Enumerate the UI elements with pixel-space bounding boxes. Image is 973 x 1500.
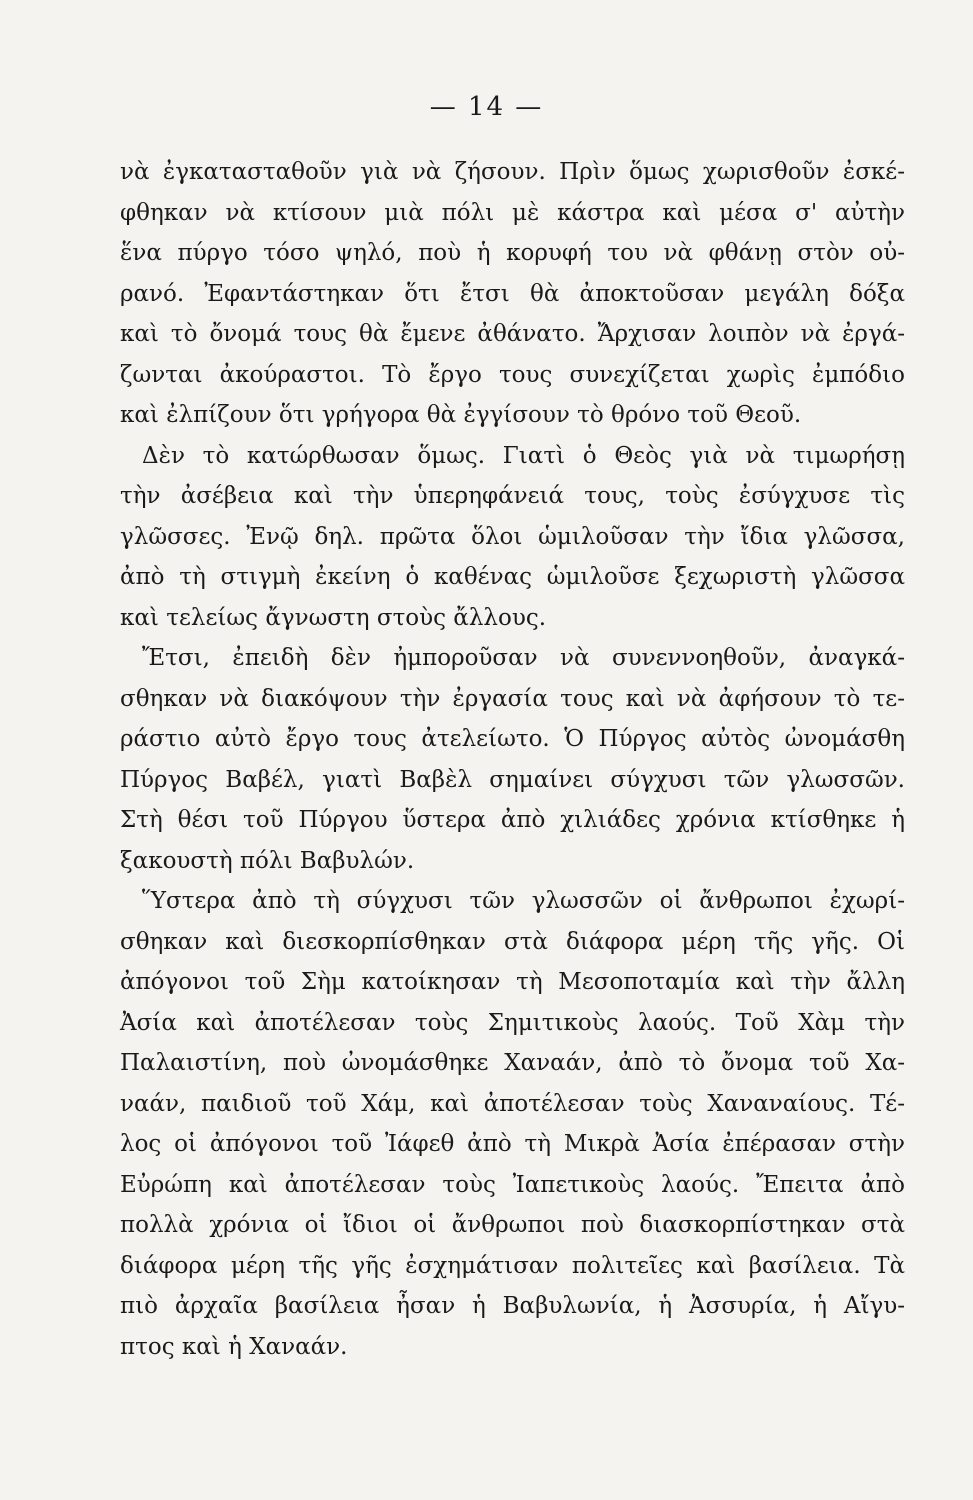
text-line: Ὕστερα ἀπὸ τὴ σύγχυσι τῶν γλωσσῶν οἱ ἄνθρωποι ἐχωρί- xyxy=(142,888,905,914)
text-line: καὶ τὸ ὄνομά τους θὰ ἔμενε ἀθάνατο. Ἄρχισαν λοιπὸν νὰ ἐργά- xyxy=(120,321,905,347)
text-line: γλῶσσες. Ἐνῷ δηλ. πρῶτα ὅλοι ὡμιλοῦσαν τὴν ἴδια γλῶσσα, xyxy=(120,523,905,550)
text-line: τὴν ἀσέβεια καὶ τὴν ὑπερηφάνειά τους, τοὺς ἐσύγχυσε τὶς xyxy=(120,483,905,509)
text-line: διάφορα μέρη τῆς γῆς ἐσχημάτισαν πολιτεῖες καὶ βασίλεια. Τὰ xyxy=(120,1252,905,1279)
body-text xyxy=(120,152,905,1367)
text-line: Ἔτσι, ἐπειδὴ δὲν ἠμποροῦσαν νὰ συνεννοηθοῦν, ἀναγκά- xyxy=(142,645,905,671)
text-line: καὶ ἐλπίζουν ὅτι γρήγορα θὰ ἐγγίσουν τὸ θρόνο τοῦ Θεοῦ. xyxy=(120,402,802,428)
text-line: ναάν, παιδιοῦ τοῦ Χάμ, καὶ ἀποτέλεσαν τοὺς Χαναναίους. Τέ- xyxy=(120,1090,905,1117)
text-line: Στὴ θέσι τοῦ Πύργου ὕστερα ἀπὸ χιλιάδες χρόνια κτίσθηκε ἡ xyxy=(120,807,905,833)
text-line: ἀπόγονοι τοῦ Σὴμ κατοίκησαν τὴ Μεσοποταμία καὶ τὴν ἄλλη xyxy=(120,969,905,995)
text-line: ἕνα πύργο τόσο ψηλό, ποὺ ἡ κορυφή του νὰ φθάνῃ στὸν οὐ- xyxy=(120,240,905,266)
text-line: Δὲν τὸ κατώρθωσαν ὅμως. Γιατὶ ὁ Θεὸς γιὰ νὰ τιμωρήσῃ xyxy=(142,442,905,469)
text-line: πιὸ ἀρχαῖα βασίλεια ἦσαν ἡ Βαβυλωνία, ἡ Ἀσσυρία, ἡ Αἴγυ- xyxy=(120,1293,905,1319)
text-line: Ἀσία καὶ ἀποτέλεσαν τοὺς Σημιτικοὺς λαούς. Τοῦ Χὰμ τὴν xyxy=(120,1009,905,1036)
page-number: — 14 — xyxy=(429,92,544,122)
text-line: ἀπὸ τὴ στιγμὴ ἐκείνη ὁ καθένας ὡμιλοῦσε ξεχωριστὴ γλῶσσα xyxy=(120,564,905,590)
text-line: λος οἱ ἀπόγονοι τοῦ Ἰάφεθ ἀπὸ τὴ Μικρὰ Ἀσία ἐπέρασαν στὴν xyxy=(120,1131,905,1157)
text-line: Εὐρώπη καὶ ἀποτέλεσαν τοὺς Ἰαπετικοὺς λαούς. Ἔπειτα ἀπὸ xyxy=(120,1171,905,1198)
text-line: νὰ ἐγκατασταθοῦν γιὰ νὰ ζήσουν. Πρὶν ὅμως χωρισθοῦν ἐσκέ- xyxy=(120,159,905,185)
text-line: πολλὰ χρόνια οἱ ἴδιοι οἱ ἄνθρωποι ποὺ διασκορπίστηκαν στὰ xyxy=(120,1212,905,1238)
text-line: φθηκαν νὰ κτίσουν μιὰ πόλι μὲ κάστρα καὶ μέσα σ' αὐτὴν xyxy=(120,199,905,226)
text-line: ρανό. Ἐφαντάστηκαν ὅτι ἔτσι θὰ ἀποκτοῦσαν μεγάλη δόξα xyxy=(120,280,905,307)
text-line: σθηκαν νὰ διακόψουν τὴν ἐργασία τους καὶ νὰ ἀφήσουν τὸ τε- xyxy=(120,685,905,712)
text-line: σθηκαν καὶ διεσκορπίσθηκαν στὰ διάφορα μέρη τῆς γῆς. Οἱ xyxy=(120,928,905,955)
text-line: ζωνται ἀκούραστοι. Τὸ ἔργο τους συνεχίζεται χωρὶς ἐμπόδιο xyxy=(120,361,905,388)
text-line: πτος καὶ ἡ Χαναάν. xyxy=(120,1333,348,1360)
text-line: Πύργος Βαβέλ, γιατὶ Βαβὲλ σημαίνει σύγχυσι τῶν γλωσσῶν. xyxy=(120,766,905,793)
text-line: ράστιο αὐτὸ ἔργο τους ἀτελείωτο. Ὁ Πύργος αὐτὸς ὠνομάσθη xyxy=(120,726,905,752)
text-line: ξακουστὴ πόλι Βαβυλών. xyxy=(120,847,415,874)
text-line: Παλαιστίνη, ποὺ ὠνομάσθηκε Χαναάν, ἀπὸ τὸ ὄνομα τοῦ Χα- xyxy=(120,1050,905,1076)
text-line: καὶ τελείως ἄγνωστη στοὺς ἄλλους. xyxy=(120,604,547,631)
